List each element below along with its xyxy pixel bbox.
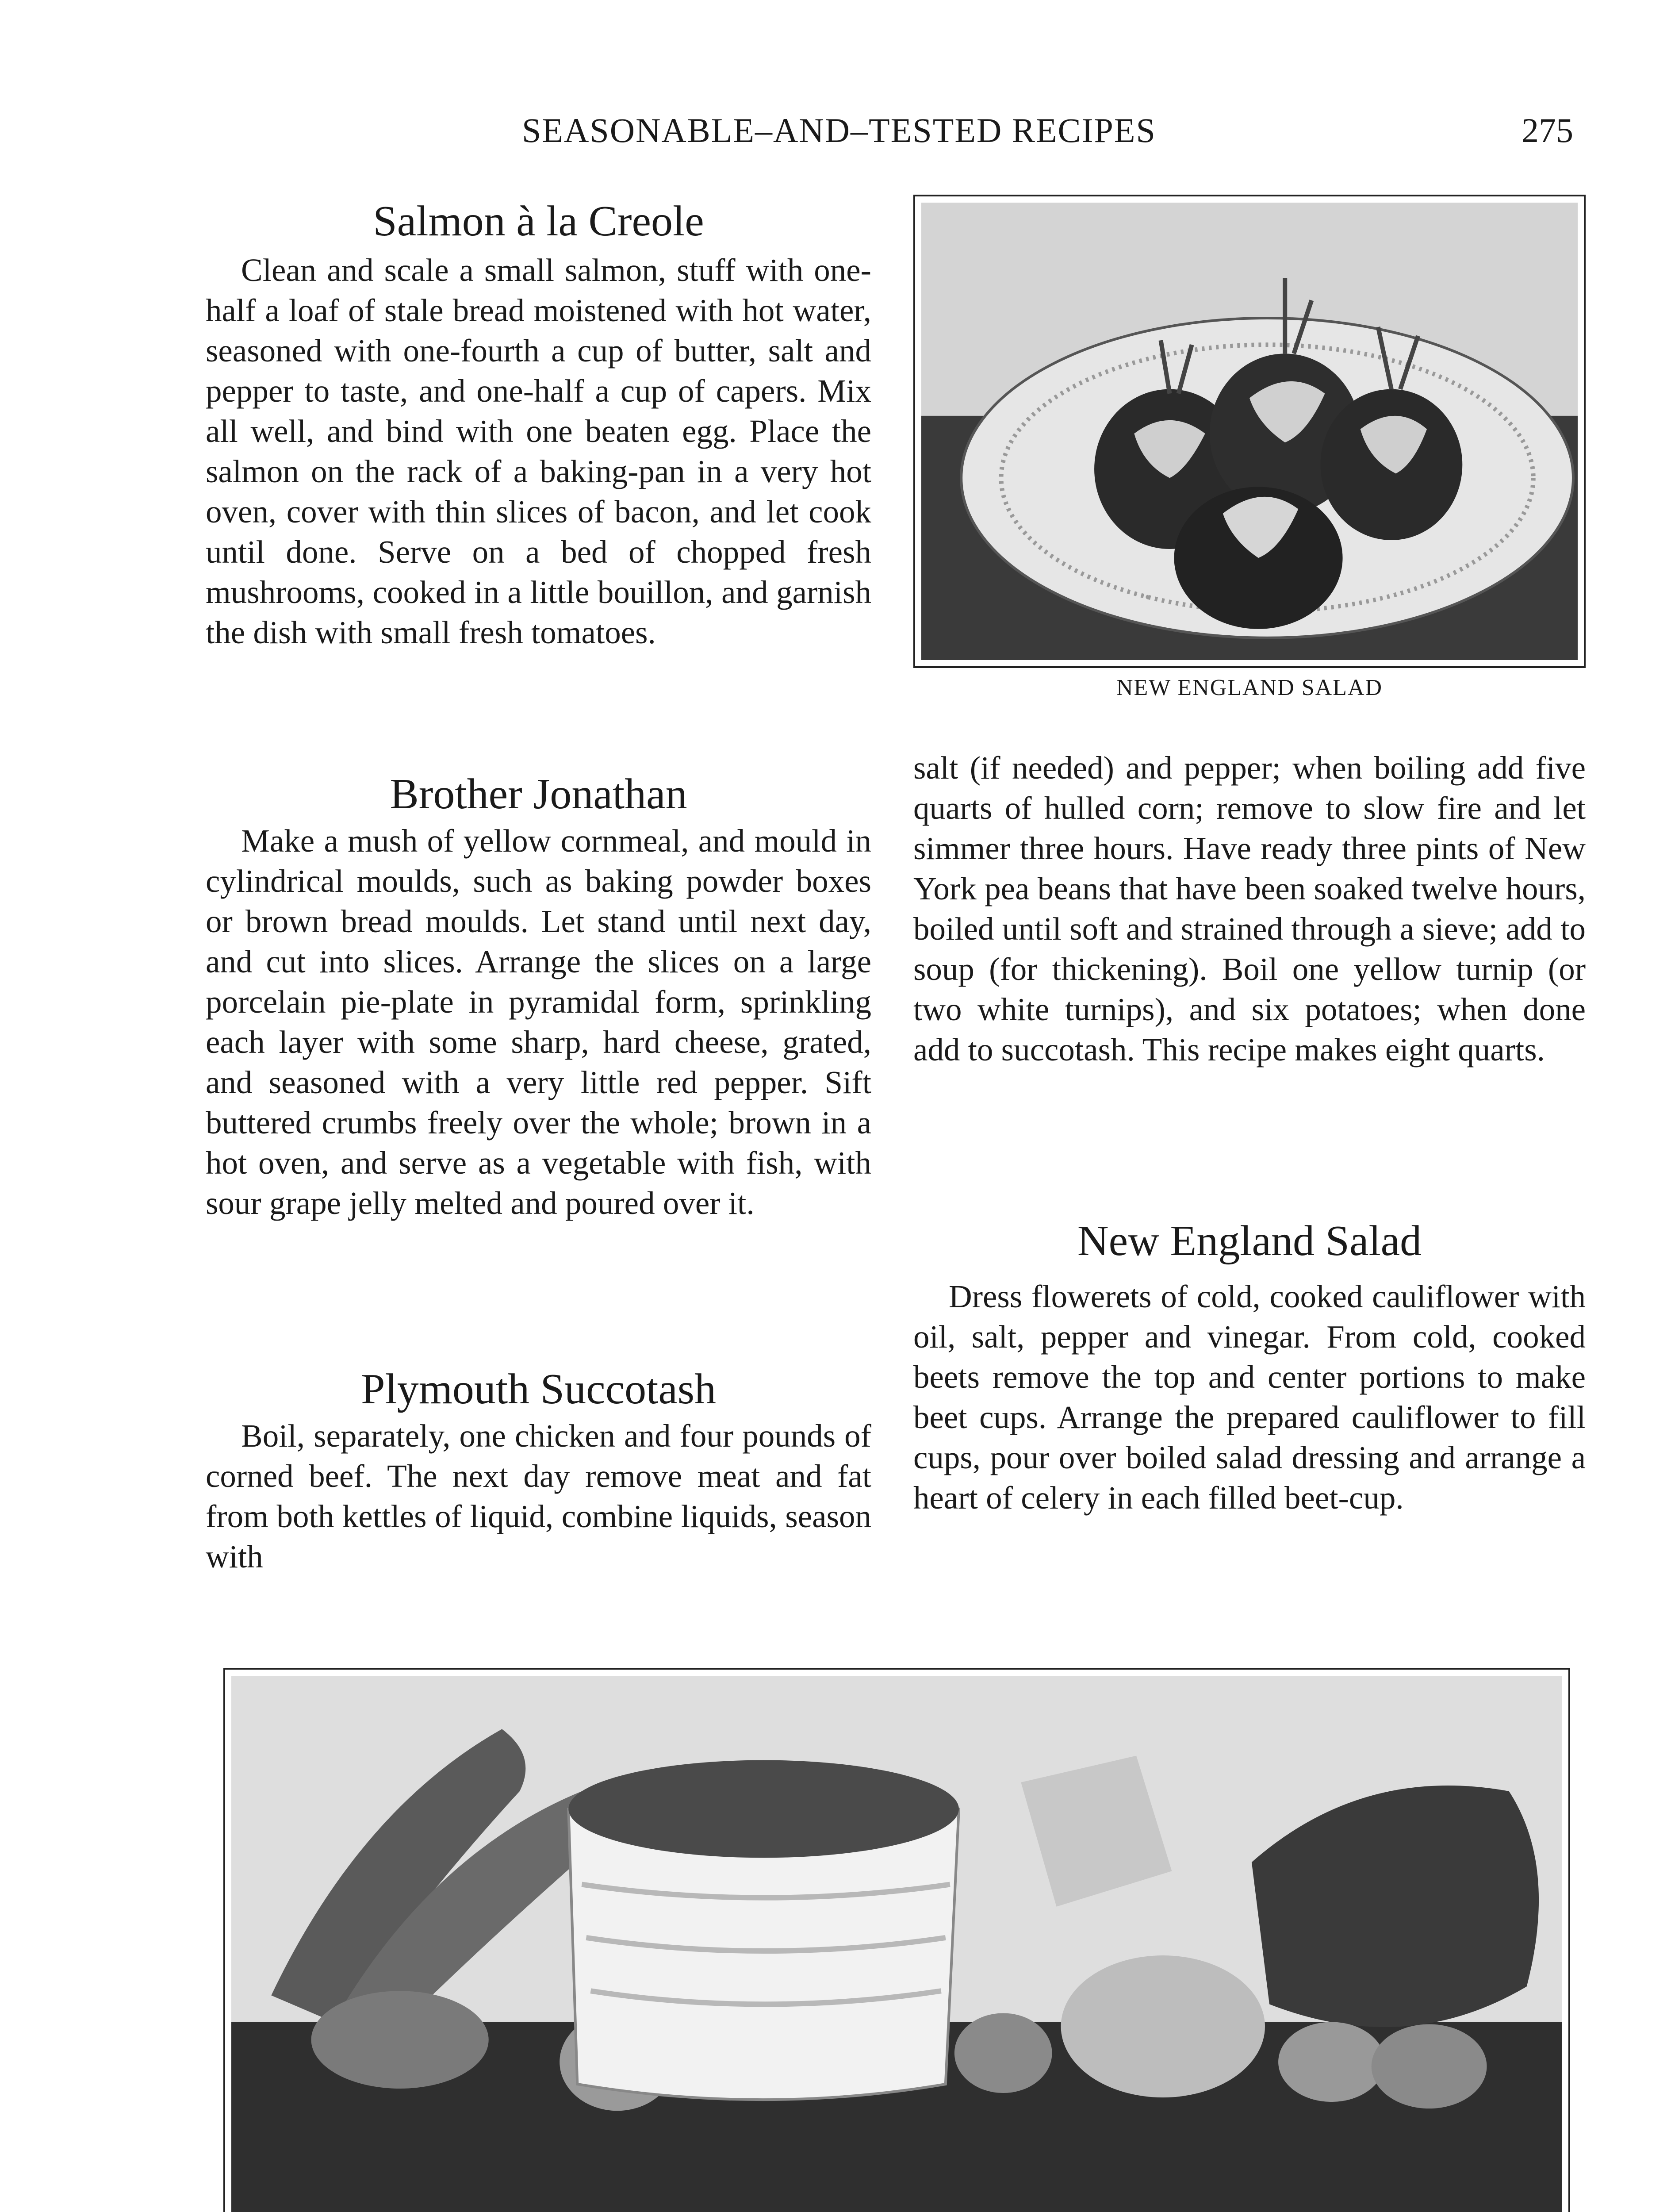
recipe-body-new-england-salad [913,1276,1586,1518]
recipe-body-plymouth-succotash-continued [913,748,1586,1070]
succotash-table-illustration [231,1676,1562,2212]
new-england-salad-caption: NEW ENGLAND SALAD [1116,675,1383,700]
recipe-title-brother-jonathan: Brother Jonathan [390,770,687,818]
recipe-body-brother-jonathan [206,821,871,1223]
running-title: SEASONABLE–AND–TESTED RECIPES [522,111,1156,150]
new-england-salad-photo [913,195,1586,668]
plymouth-succotash-photo [223,1668,1570,2212]
brother-jonathan-paragraph: Make a mush of yellow cornmeal, and mould in cylindrical moulds, such as baking powder boxes or brown bread moulds. Let stand until next day, and cut into slices. Arrange the slices on a large porcelain pie-plate in pyramidal form, sprinkling each layer with some sharp, hard cheese, grated, and seasoned with a very little red pepper. Sift buttered crumbs freely over the whole; brown in a hot oven, and serve as a vegetable with fish, with sour grape jelly melted and poured over it. [206,823,871,1221]
salad-plate-illustration [921,203,1578,660]
recipe-body-salmon [206,250,871,653]
recipe-title-salmon: Salmon à la Creole [373,197,704,245]
new-england-salad-paragraph: Dress flowerets of cold, cooked cauliflower with oil, salt, pepper and vinegar. From cold, cooked beets remove the top and center portions to make beet cups. Arrange the prepared cauliflower to fill cups, pour over boiled salad dressing and arrange a heart of celery in each filled beet-cup. [913,1279,1586,1516]
plymouth-paragraph-start: Boil, separately, one chicken and four pounds of corned beef. The next day remove meat and fat from both kettles of liquid, combine liquids, season with [206,1418,871,1575]
recipe-title-new-england-salad: New England Salad [1077,1217,1422,1265]
salmon-paragraph: Clean and scale a small salmon, stuff with one-half a loaf of stale bread moistened with hot water, seasoned with one-fourth a cup of butter, salt and pepper to taste, and one-half a cup of capers. Mix all well, and bind with one beaten egg. Place the salmon on the rack of a baking-pan in a very hot oven, cover with thin slices of bacon, and let cook until done. Serve on a bed of chopped fresh mushrooms, cooked in a little bouillon, and garnish the dish with small fresh tomatoes. [206,252,871,650]
recipe-body-plymouth-succotash-start [206,1416,871,1577]
recipe-title-plymouth-succotash: Plymouth Succotash [360,1365,717,1413]
plymouth-paragraph-continued: salt (if needed) and pepper; when boiling add five quarts of hulled corn; remove to slow fire and let simmer three hours. Have ready three pints of New York pea beans that have been soaked twelve hours, boiled until soft and strained through a sieve; add to soup (for thickening). Boil one yellow turnip (or two white turnips), and six potatoes; when done add to succotash. This recipe makes eight quarts. [913,750,1586,1068]
page-number: 275 [1522,111,1573,150]
